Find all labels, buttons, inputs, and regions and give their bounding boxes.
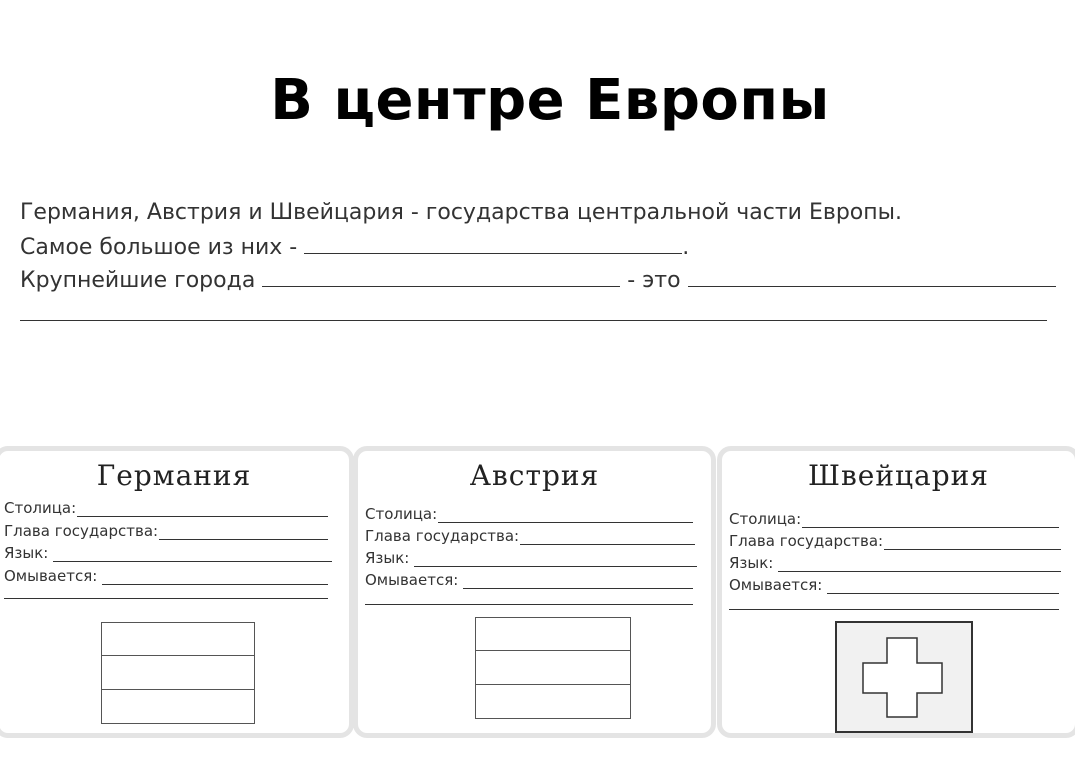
intro-text bbox=[20, 196, 1055, 295]
card-germany bbox=[0, 446, 354, 738]
field-label: Язык: bbox=[365, 549, 410, 567]
flag-stripe-bottom[interactable] bbox=[476, 685, 630, 717]
field-label: Язык: bbox=[729, 554, 774, 572]
cities-answer-blank[interactable] bbox=[688, 262, 1056, 287]
field-label: Глава государства: bbox=[4, 522, 159, 540]
flag-stripe-middle[interactable] bbox=[102, 656, 254, 690]
field-line bbox=[802, 513, 1059, 528]
page-title: В центре Европы bbox=[270, 68, 830, 133]
extra-line[interactable] bbox=[729, 608, 1059, 610]
capital-field[interactable] bbox=[365, 505, 693, 523]
field-label: Столица: bbox=[729, 510, 802, 528]
card-title: Швейцария bbox=[808, 459, 989, 492]
field-label: Омывается: bbox=[729, 576, 823, 594]
swiss-cross-icon[interactable] bbox=[837, 623, 971, 731]
intro-line-3-middle: - это bbox=[620, 268, 688, 293]
language-field[interactable] bbox=[729, 554, 1061, 572]
field-line bbox=[463, 574, 693, 589]
borders-field[interactable] bbox=[4, 567, 328, 585]
flag-stripe-middle[interactable] bbox=[476, 651, 630, 685]
intro-line-2-prefix: Самое большое из них - bbox=[20, 235, 305, 260]
field-line bbox=[53, 547, 332, 562]
field-line bbox=[438, 508, 693, 523]
cities-blank[interactable] bbox=[262, 262, 620, 287]
field-line bbox=[159, 525, 328, 540]
intro-line-2-suffix: . bbox=[682, 235, 690, 260]
field-line bbox=[827, 579, 1059, 594]
austria-flag[interactable] bbox=[475, 617, 631, 719]
field-line bbox=[884, 535, 1061, 550]
field-label: Столица: bbox=[365, 505, 438, 523]
card-title: Германия bbox=[96, 459, 252, 492]
answer-line[interactable] bbox=[20, 320, 1047, 321]
largest-country-blank[interactable] bbox=[304, 229, 682, 254]
language-field[interactable] bbox=[4, 544, 332, 562]
field-line bbox=[102, 570, 328, 585]
field-line bbox=[778, 557, 1061, 572]
germany-flag[interactable] bbox=[101, 622, 255, 724]
intro-line-1: Германия, Австрия и Швейцария - государства центральной части Европы. bbox=[20, 200, 902, 225]
extra-line[interactable] bbox=[4, 597, 328, 599]
field-label: Омывается: bbox=[4, 567, 98, 585]
head-of-state-field[interactable] bbox=[729, 532, 1061, 550]
flag-stripe-bottom[interactable] bbox=[102, 690, 254, 722]
switzerland-flag[interactable] bbox=[835, 621, 973, 733]
flag-stripe-top[interactable] bbox=[102, 623, 254, 656]
intro-line-3-prefix: Крупнейшие города bbox=[20, 268, 263, 293]
extra-line[interactable] bbox=[365, 603, 693, 605]
intro-line-2 bbox=[20, 229, 1055, 262]
card-switzerland bbox=[717, 446, 1075, 738]
intro-line-3 bbox=[20, 262, 1055, 295]
field-line bbox=[414, 552, 697, 567]
language-field[interactable] bbox=[365, 549, 697, 567]
field-label: Язык: bbox=[4, 544, 49, 562]
capital-field[interactable] bbox=[729, 510, 1059, 528]
field-label: Омывается: bbox=[365, 571, 459, 589]
field-line bbox=[520, 530, 695, 545]
field-label: Столица: bbox=[4, 499, 77, 517]
field-label: Глава государства: bbox=[729, 532, 884, 550]
borders-field[interactable] bbox=[729, 576, 1059, 594]
head-of-state-field[interactable] bbox=[4, 522, 328, 540]
head-of-state-field[interactable] bbox=[365, 527, 695, 545]
card-title: Австрия bbox=[469, 459, 600, 492]
borders-field[interactable] bbox=[365, 571, 693, 589]
flag-stripe-top[interactable] bbox=[476, 618, 630, 651]
capital-field[interactable] bbox=[4, 499, 328, 517]
field-label: Глава государства: bbox=[365, 527, 520, 545]
field-line bbox=[77, 502, 328, 517]
card-austria bbox=[353, 446, 716, 738]
